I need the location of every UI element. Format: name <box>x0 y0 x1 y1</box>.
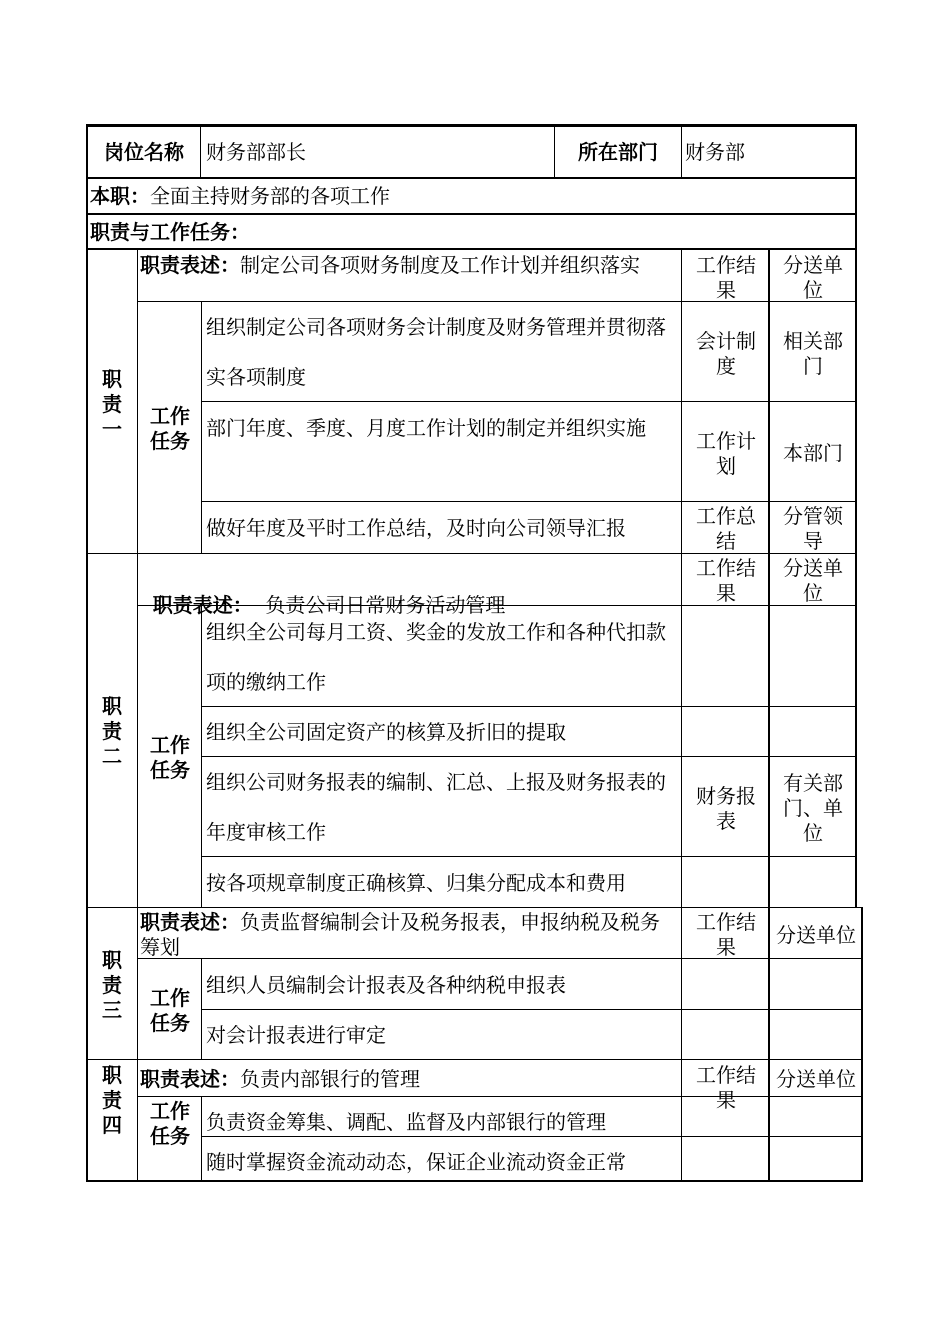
section-1-task-2: 部门年度、季度、月度工作计划的制定并组织实施 <box>206 416 646 440</box>
section-4-desc-label: 职责表述： <box>140 1067 240 1091</box>
section-4-name: 职责四 <box>102 1063 122 1137</box>
section-4-task-label: 工作任务 <box>150 1099 190 1148</box>
section-2-result-header: 工作结果 <box>696 556 756 605</box>
section-2-task-label: 工作任务 <box>150 733 190 782</box>
section-4-recipient-header: 分送单位 <box>776 1067 856 1091</box>
section-4-task-2: 随时掌握资金流动动态，保证企业流动资金正常 <box>206 1150 626 1174</box>
section-3-desc <box>140 910 678 960</box>
section-1-task-1-result: 会计制度 <box>696 329 756 378</box>
section-1-task-3-result: 工作总结 <box>696 504 756 553</box>
duty-value: 全面主持财务部的各项工作 <box>150 184 390 208</box>
position-value: 财务部部长 <box>206 140 306 164</box>
section-2-task-1: 组织全公司每月工资、奖金的发放工作和各种代扣款项的缴纳工作 <box>206 620 666 694</box>
position-label: 岗位名称 <box>104 140 184 164</box>
section-2-name: 职责二 <box>102 694 122 768</box>
section-1-task-3: 做好年度及平时工作总结，及时向公司领导汇报 <box>206 516 626 540</box>
section-1-desc-label: 职责表述： <box>140 253 240 277</box>
section-2-task-3: 组织公司财务报表的编制、汇总、上报及财务报表的年度审核工作 <box>206 770 666 844</box>
section-2-task-3-result: 财务报表 <box>696 784 756 833</box>
section-3-desc-label: 职责表述： <box>140 910 240 934</box>
section-1-desc <box>140 253 678 278</box>
section-2-recipient-header: 分送单位 <box>783 556 843 605</box>
section-1-recipient-header: 分送单位 <box>783 253 843 302</box>
section-1-desc-text: 制定公司各项财务制度及工作计划并组织落实 <box>240 253 640 277</box>
section-3-task-2: 对会计报表进行审定 <box>206 1023 386 1047</box>
section-1-name: 职责一 <box>102 367 122 441</box>
duty-row <box>90 184 850 209</box>
section-3-desc-text: 负责监督编制会计及税务报表，申报纳税及税务筹划 <box>140 910 660 959</box>
section-3-task-1: 组织人员编制会计报表及各种纳税申报表 <box>206 973 566 997</box>
section-2-task-2: 组织全公司固定资产的核算及折旧的提取 <box>206 720 566 744</box>
section-4-desc <box>140 1067 678 1092</box>
section-3-recipient-header: 分送单位 <box>776 923 856 947</box>
section-1-task-2-recipient: 本部门 <box>783 441 843 465</box>
dept-value: 财务部 <box>685 140 745 164</box>
duty-label: 本职： <box>90 184 150 208</box>
section-1-result-header: 工作结果 <box>696 253 756 302</box>
section-1-task-1: 组织制定公司各项财务会计制度及财务管理并贯彻落实各项制度 <box>206 315 666 389</box>
section-4-desc-text: 负责内部银行的管理 <box>240 1067 420 1091</box>
section-1-task-1-recipient: 相关部门 <box>783 329 843 378</box>
section-2-task-4: 按各项规章制度正确核算、归集分配成本和费用 <box>206 871 626 895</box>
section-2-desc-label: 职责表述： <box>152 593 253 617</box>
section-1-task-3-recipient: 分管领导 <box>783 504 843 553</box>
section-3-task-label: 工作任务 <box>150 986 190 1035</box>
section-1-task-2-result: 工作计划 <box>696 429 756 478</box>
section-4-task-1: 负责资金筹集、调配、监督及内部银行的管理 <box>206 1110 606 1134</box>
section-1-task-label: 工作任务 <box>150 404 190 453</box>
section-3-name: 职责三 <box>102 948 122 1022</box>
section-3-result-header: 工作结果 <box>696 910 756 959</box>
dept-label: 所在部门 <box>578 140 658 164</box>
section-2-desc-text: 负责公司日常财务活动管理 <box>252 593 506 617</box>
responsibilities-title: 职责与工作任务： <box>90 220 250 244</box>
section-4-result-header: 工作结果 <box>696 1063 756 1112</box>
section-2-task-3-recipient: 有关部门、单位 <box>783 771 843 845</box>
